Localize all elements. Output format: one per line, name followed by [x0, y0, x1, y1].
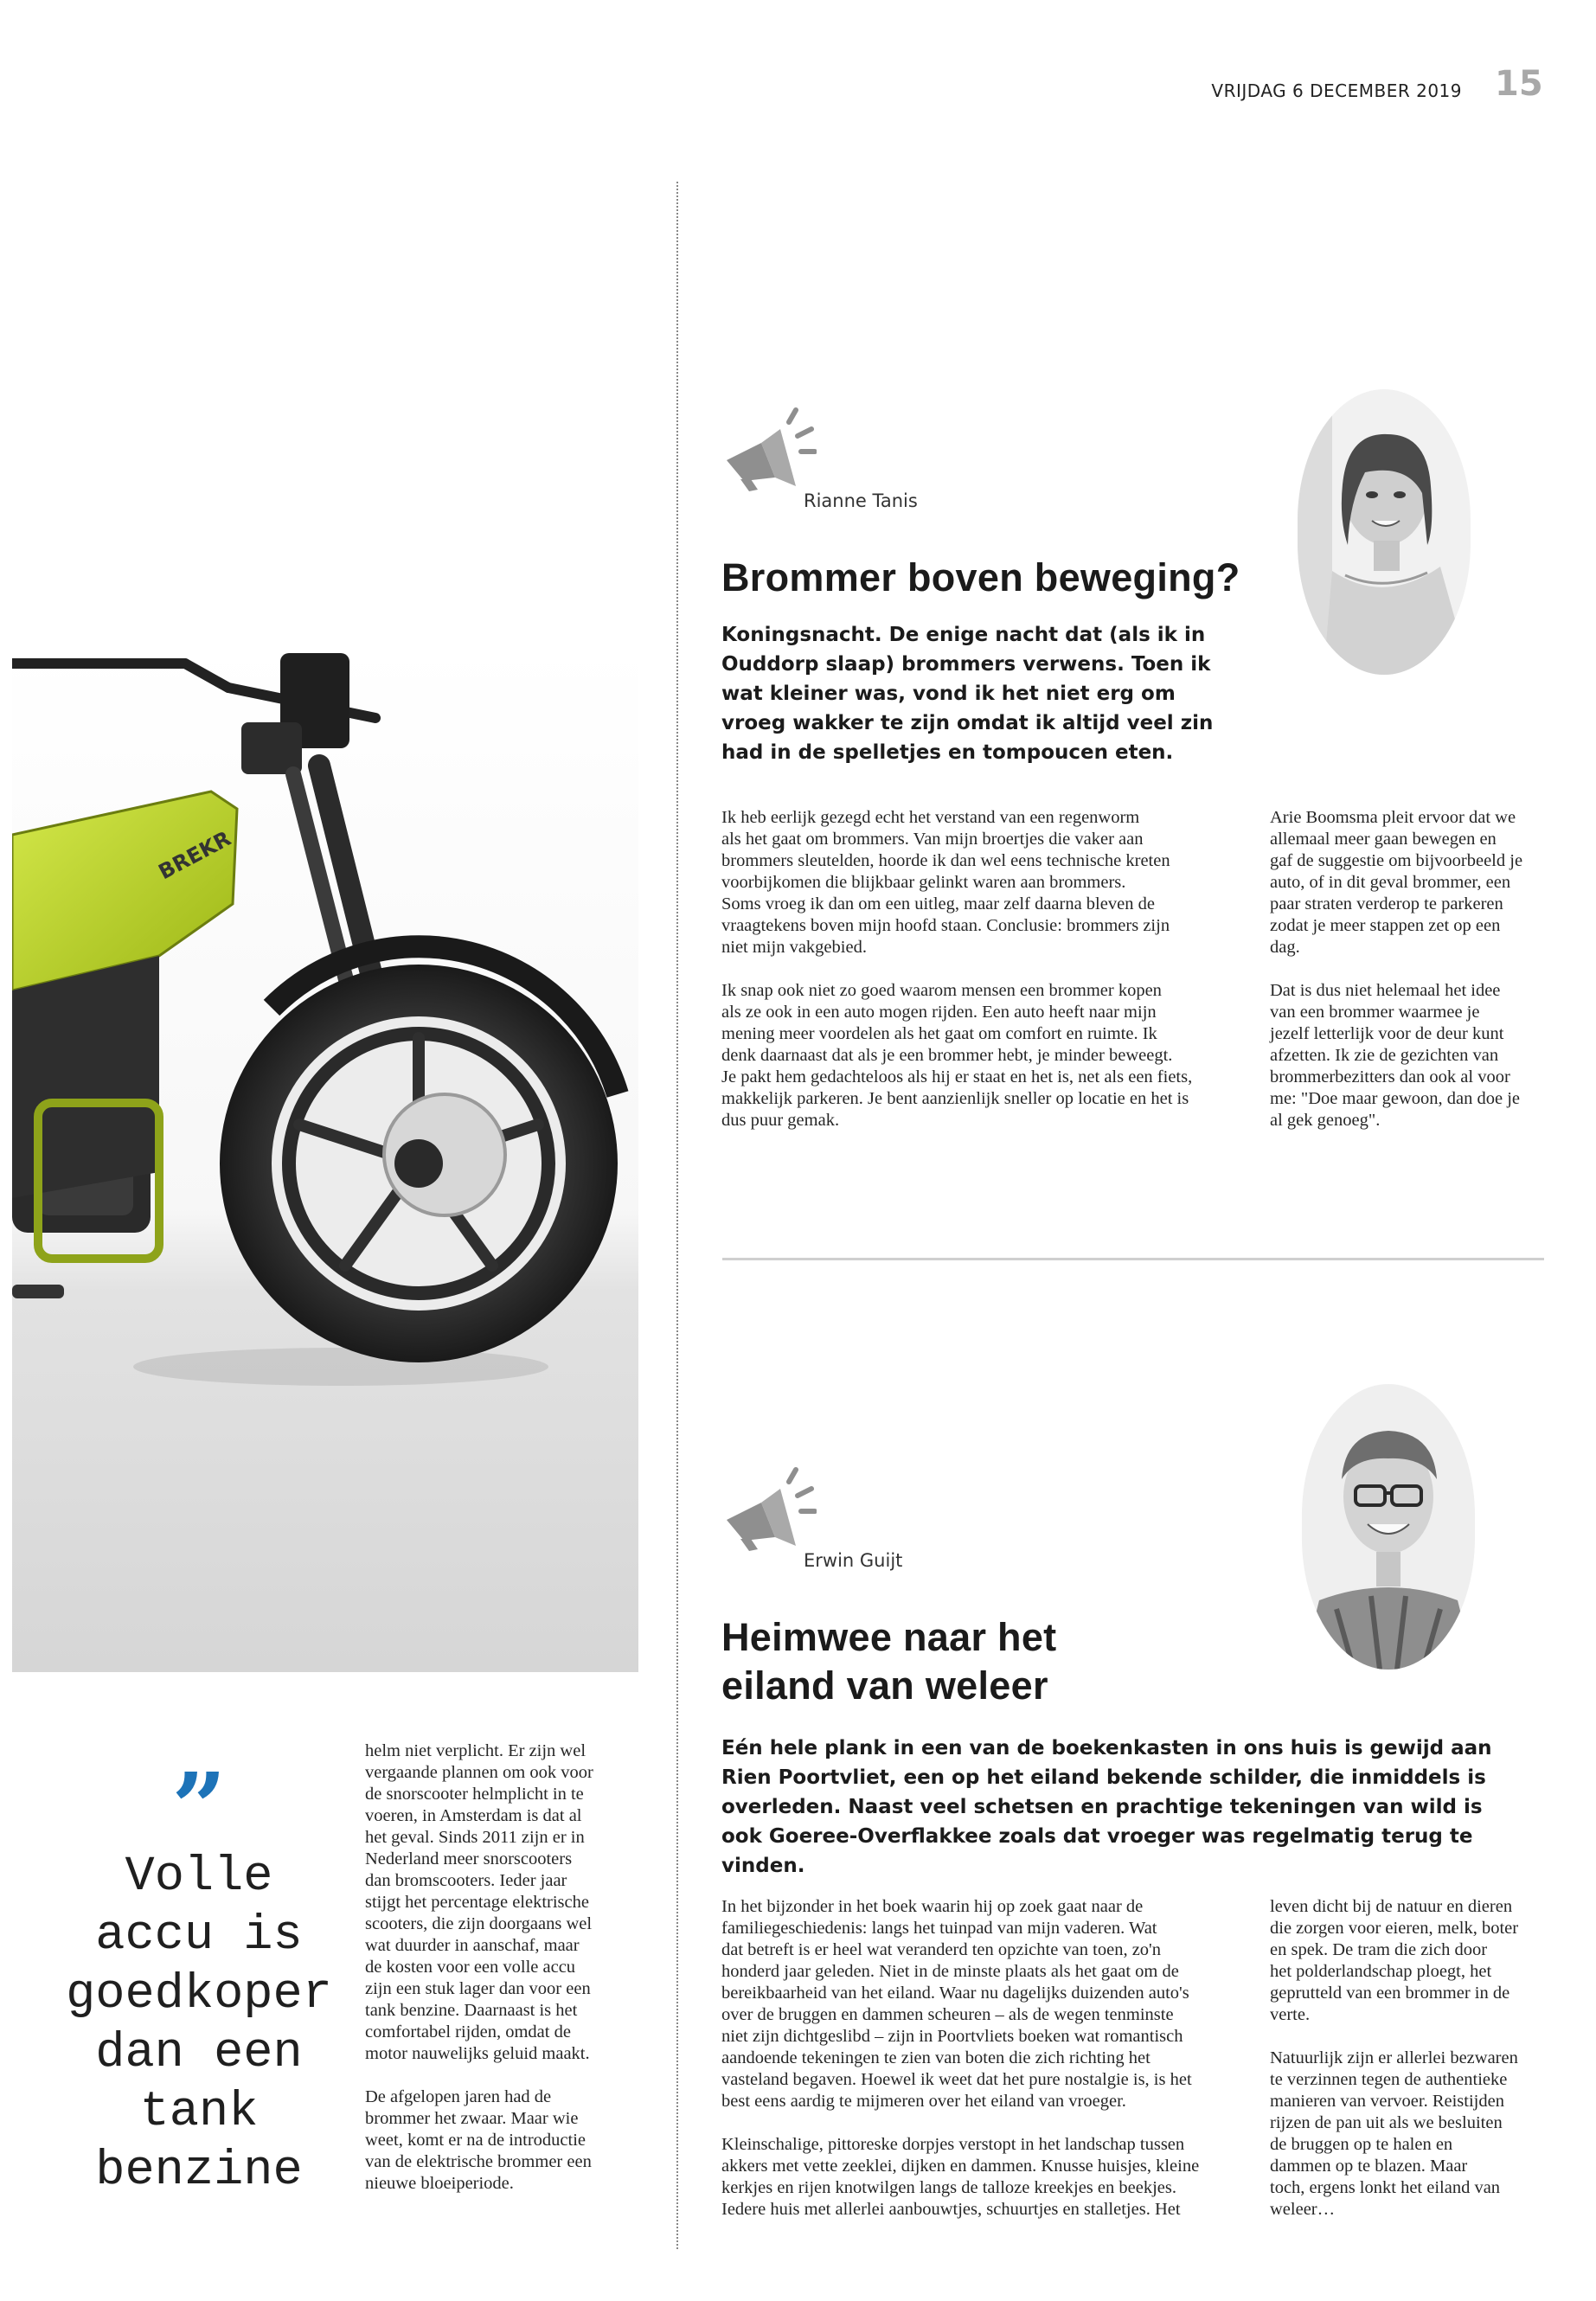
pull-quote-line: goedkoper	[66, 1967, 332, 2022]
issue-date: VRIJDAG 6 DECEMBER 2019	[1211, 80, 1462, 101]
paragraph: Dat is dus niet helemaal het idee van een brommer waarmee je jezelf letterlijk voor de deur kunt afzetten. Ik zie de gezichten van brommerbezitters dan ook al voor me: "Doe maar gewoon, dan doe je al gek genoeg".	[1270, 981, 1521, 1130]
author-portrait-rianne	[1298, 389, 1471, 675]
pull-quote-line: accu is	[95, 1908, 303, 1964]
paragraph: Natuurlijk zijn er allerlei bezwaren te verzinnen tegen de authentieke manieren van vervoer. Reistijden rijzen de pan uit als we besluiten de bruggen op te halen en dammen op te blazen. Maar toch, ergens lonkt het eiland van weleer…	[1270, 2048, 1518, 2219]
brand-text: BREKR	[154, 826, 235, 885]
megaphone-icon	[720, 1466, 817, 1557]
author-name: Erwin Guijt	[804, 1550, 903, 1571]
pull-quote-line: benzine	[95, 2144, 303, 2199]
pull-quote-line: Volle	[125, 1849, 273, 1905]
article-body-col2	[1270, 807, 1555, 1153]
megaphone-icon	[720, 407, 817, 497]
page-number: 15	[1495, 64, 1543, 104]
paragraph: Arie Boomsma pleit ervoor dat we allemaal meer gaan bewegen en gaf de suggestie om bijvoorbeeld je auto, of in dit geval brommer, een paar straten verderop te parkeren zodat je meer stappen zet op een dag.	[1270, 808, 1523, 957]
column-divider-horizontal	[722, 1258, 1544, 1260]
paragraph: helm niet verplicht. Er zijn wel vergaande plannen om ook voor de snorscooter helmplicht in te voeren, in Amsterdam is dat al het geval. Sinds 2011 zijn er in Nederland meer snorscooters dan bromscooters. Ieder jaar stijgt het percentage elektrische scooters, die zijn doorgaans wel wat duurder in aanschaf, maar de kosten voor een volle accu zijn een stuk lager dan voor een tank benzine. Daarnaast is het comfortabel rijden, omdat de motor nauwelijks geluid maakt.	[365, 1741, 593, 2063]
article-body-col1	[721, 1896, 1258, 2242]
paragraph: Ik snap ook niet zo goed waarom mensen een brommer kopen als ze ook in een auto mogen rijden. Een auto heeft naar mijn mening meer voordelen als het gaat om comfort en ruimte. Ik denk daarnaast dat als je een brommer hebt, je minder beweegt. Je pakt hem gedachteloos als hij er staat en het is, net als een fiets, makkelijk parkeren. Je bent aanzienlijk sneller op locatie en het is dus puur gemak.	[721, 981, 1193, 1130]
quote-mark-icon: ”	[171, 1752, 227, 1863]
sidebar-body	[365, 1740, 663, 2216]
scooter-photo	[12, 644, 638, 1672]
article-lead: Koningsnacht. De enige nacht dat (als ik in Ouddorp slaap) brommers verwens. Toen ik wat kleiner was, vond ik het niet erg om vroeg wakker te zijn omdat ik altijd veel zin had in de spelletjes en tompoucen eten.	[721, 624, 1214, 764]
article-body-col1	[721, 807, 1258, 1153]
paragraph: Ik heb eerlijk gezegd echt het verstand van een regenworm als het gaat om brommers. Van mijn broertjes die vaker aan brommers sleutelden, hoorde ik dan wel eens technische kreten voorbijkomen die blijkbaar gelinkt waren aan brommers. Soms vroeg ik dan om een uitleg, maar zelf daarna bleven de vraagtekens boven mijn hoofd staan. Conclusie: brommers zijn niet mijn vakgebied.	[721, 808, 1170, 957]
pull-quote-line: tank	[139, 2085, 259, 2140]
article-body-col2	[1270, 1896, 1555, 2242]
author-name: Rianne Tanis	[804, 490, 918, 511]
pull-quote-line: dan een	[95, 2026, 303, 2081]
column-divider-vertical	[676, 182, 678, 2249]
article-lead: Eén hele plank in een van de boekenkasten in ons huis is gewijd aan Rien Poortvliet, een op het eiland bekende schilder, die inmiddels is overleden. Naast veel schetsen en prachtige tekeningen van wild is ook Goeree-Overflakkee zoals dat vroeger was regelmatig terug te vinden.	[721, 1737, 1492, 1877]
pull-quote	[61, 1848, 337, 2201]
paragraph: leven dicht bij de natuur en dieren die zorgen voor eieren, melk, boter en spek. De tram die zich door het polderlandschap ploegt, het geprutteld van een brommer in de verte.	[1270, 1897, 1519, 2024]
paragraph: Kleinschalige, pittoreske dorpjes verstopt in het landschap tussen akkers met vette zeeklei, dijken en dammen. Knusse huisjes, kleine kerkjes en rijen knotwilgen langs de talloze kreekjes en beekjes. Iedere huis met allerlei aanbouwtjes, schuurtjes en stalletjes. Het	[721, 2135, 1200, 2219]
article-title-line: eiland van weleer	[721, 1663, 1048, 1708]
paragraph: In het bijzonder in het boek waarin hij op zoek gaat naar de familiegeschiedenis: langs het tuinpad van mijn vaderen. Wat dat betreft is er heel wat veranderd ten opzichte van toen, zo'n honderd jaar geleden. Niet in de minste plaats als het gaat om de bereikbaarheid van het eiland. Waar nu dagelijks duizenden auto's over de bruggen en dammen scheuren – als de wegen tenminste niet zijn dichtgeslibd – zijn in Poortvliets boeken wat romantisch aandoende tekeningen te zien van boten die zich richting het vasteland begaven. Hoewel ik weet dat het pure nostalgie is, is het best eens aardig te mijmeren over het eiland van vroeger.	[721, 1897, 1192, 2111]
article-title: Brommer boven beweging?	[721, 555, 1240, 599]
article-title-line: Heimwee naar het	[721, 1615, 1057, 1659]
paragraph: De afgelopen jaren had de brommer het zwaar. Maar wie weet, komt er na de introductie van de elektrische brommer een nieuwe bloeiperiode.	[365, 2087, 592, 2193]
author-portrait-erwin	[1302, 1384, 1475, 1670]
article-title	[721, 1613, 1284, 1710]
